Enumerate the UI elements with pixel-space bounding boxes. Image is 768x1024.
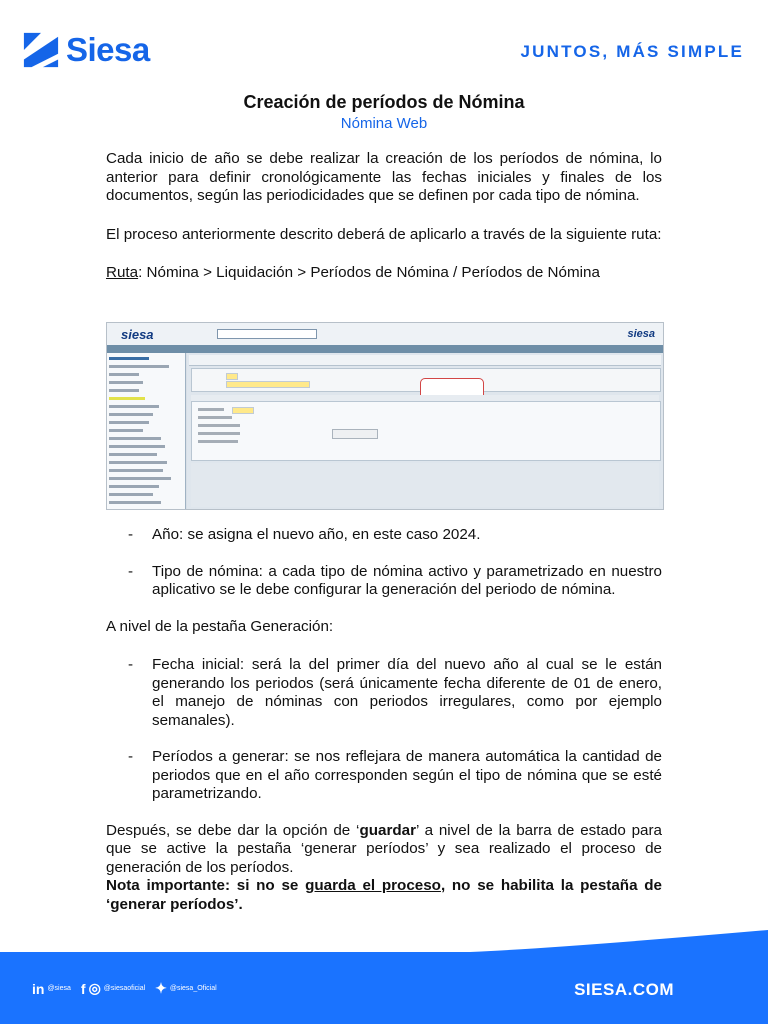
note-pre: Nota importante: si no se <box>106 877 306 894</box>
bullet-dash: - <box>128 656 134 673</box>
page-header <box>0 0 768 90</box>
screenshot-main-area <box>187 353 663 509</box>
item-text: : se nos reflejara de manera automática la cantidad de periodos que en el año corresponden según el tipo de nómina que se esté parametrizando. <box>152 748 663 802</box>
save-instruction-paragraph <box>106 822 662 878</box>
save-keyword: guardar <box>359 821 416 839</box>
footer-social-links <box>32 980 227 997</box>
document-body <box>106 92 662 283</box>
item-text: : se asigna el nuevo año, en este caso 2024. <box>179 526 481 543</box>
screenshot-sidebar <box>107 353 186 509</box>
item-key: Períodos a generar <box>152 748 285 765</box>
list-item-periods <box>106 748 662 804</box>
intro-paragraph: Cada inicio de año se debe realizar la creación de los períodos de nómina, lo anterior para definir cronológicamente las fechas iniciales y finales de los documentos, según las periodicidades que se definen por cada tipo de nómina. <box>106 150 662 204</box>
tagline: JUNTOS, MÁS SIMPLE <box>520 42 744 61</box>
note-post: , no se habilita la pestaña de ‘generar períodos’. <box>106 877 662 913</box>
item-key: Tipo de nómina <box>152 562 259 580</box>
route-path: : Nómina > Liquidación > Períodos de Nómina / Períodos de Nómina <box>138 264 600 281</box>
linkedin-handle[interactable]: @siesa <box>47 985 71 992</box>
screenshot-menubar <box>107 345 663 353</box>
siesa-logo-icon <box>22 31 60 69</box>
save-text-post: ’ a nivel de la barra de estado para que se active la pestaña ‘generar períodos’ y sea realizado el proceso de generación de los períodos. <box>106 821 662 876</box>
footer-website-link[interactable]: SIESA.COM <box>574 980 674 999</box>
twitter-handle[interactable]: @siesa_Oficial <box>169 985 217 992</box>
generation-tab-label: A nivel de la pestaña Generación: <box>106 617 334 635</box>
list-item-start-date <box>106 656 662 730</box>
document-lower-body <box>106 526 662 914</box>
list-item-year <box>106 526 662 545</box>
screenshot-topbar <box>107 323 663 346</box>
screenshot-header-panel <box>191 368 661 392</box>
screenshot-generate-button <box>332 429 378 439</box>
screenshot-logo-right: siesa <box>627 328 655 340</box>
facebook-icon[interactable]: f <box>80 980 86 997</box>
screenshot-toolbar <box>189 355 661 366</box>
note-underlined: guarda el proceso <box>305 877 441 894</box>
instagram-handle[interactable]: @siesaoficial <box>103 985 146 992</box>
important-note <box>106 877 662 914</box>
page-title: Creación de períodos de Nómina <box>243 92 525 112</box>
screenshot-company-field <box>217 329 317 339</box>
screenshot-generation-form <box>191 401 661 461</box>
item-text: : será la del primer día del nuevo año al cual se le están generando los periodos (será únicamente fecha diferente de 01 de enero, el manejo de nóminas con periodos irregulares, como por ejemplo semanales). <box>152 656 662 729</box>
siesa-logo <box>22 31 150 69</box>
item-key: Año <box>152 526 180 543</box>
embedded-app-screenshot <box>106 322 664 510</box>
bullet-dash: - <box>128 562 134 580</box>
instagram-icon[interactable]: ◎ <box>88 980 101 996</box>
list-item-payroll-type <box>106 563 662 600</box>
bullet-dash: - <box>128 748 134 765</box>
twitter-icon[interactable]: ✦ <box>155 980 167 996</box>
item-text: : a cada tipo de nómina activo y parametrizado en nuestro aplicativo se le debe configurar la generación del periodo de nómina. <box>152 562 662 598</box>
page-subtitle: Nómina Web <box>340 115 428 132</box>
linkedin-icon[interactable]: in <box>32 980 45 997</box>
brand-name: Siesa <box>66 31 150 68</box>
footer-background <box>0 930 768 1024</box>
bullet-dash: - <box>128 526 134 543</box>
item-key: Fecha inicial <box>152 656 240 673</box>
screenshot-logo: siesa <box>121 327 154 342</box>
route-intro-paragraph: El proceso anteriormente descrito deberá de aplicarlo a través de la siguiente ruta: <box>106 225 662 243</box>
route-label: Ruta <box>106 264 139 281</box>
save-text-pre: Después, se debe dar la opción de ‘ <box>106 821 360 839</box>
screenshot-empty-area <box>191 463 659 507</box>
route-line <box>106 264 662 283</box>
